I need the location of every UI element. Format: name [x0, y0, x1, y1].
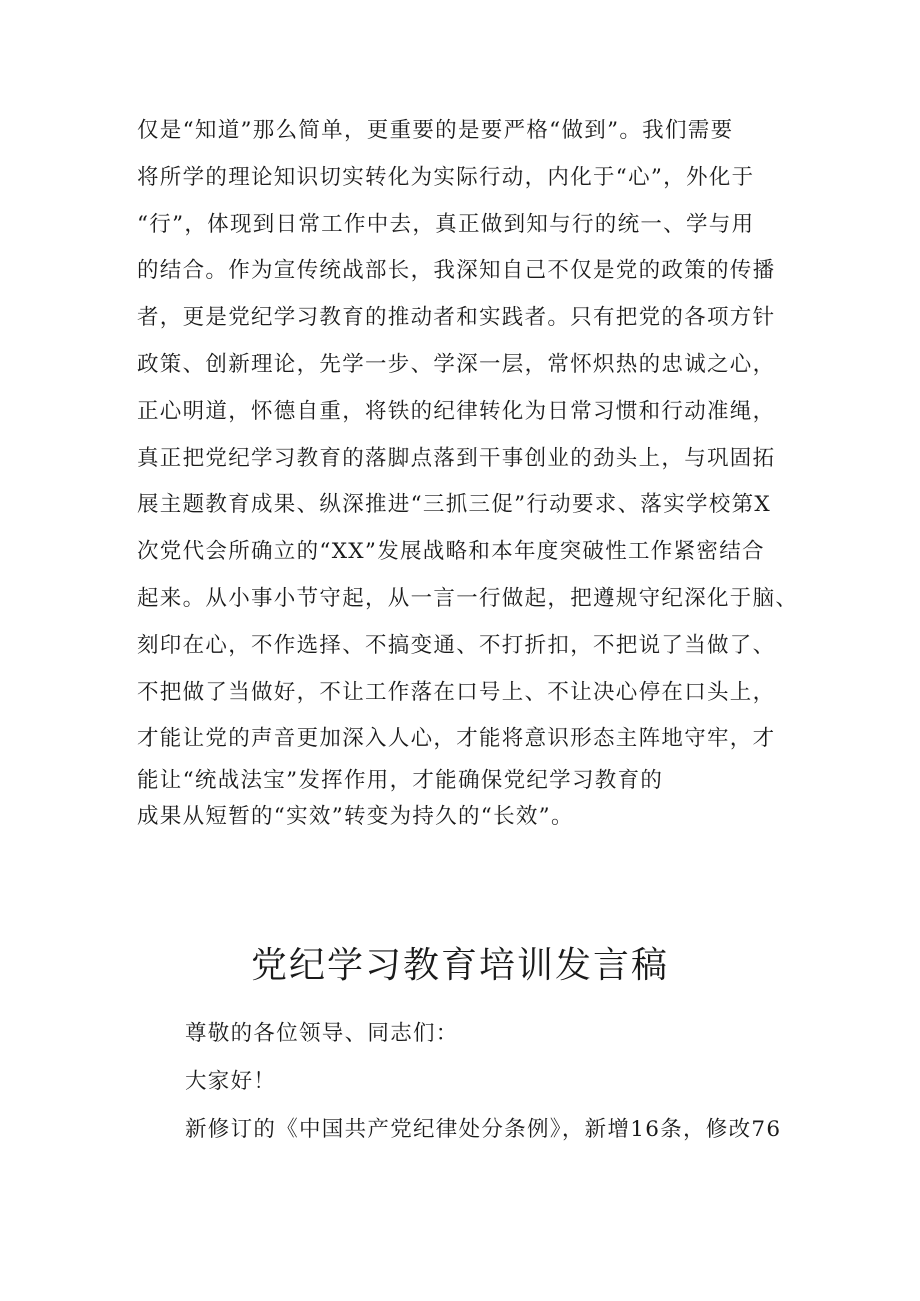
- paragraph-line: 政策、创新理论，先学一步、学深一层，常怀炽热的忠诚之心，: [137, 351, 776, 377]
- paragraph-line: 才能让党的声音更加深入人心，才能将意识形态主阵地守牢，才: [137, 726, 776, 752]
- paragraph-line: 展主题教育成果、纵深推进“三抓三促”行动要求、落实学校第X: [137, 492, 771, 518]
- salutation: 尊敬的各位领导、同志们：: [185, 1021, 459, 1046]
- paragraph-line: 不把做了当做好，不让工作落在口号上、不让决心停在口头上，: [137, 679, 776, 705]
- paragraph-line: 能让“统战法宝”发挥作用，才能确保党纪学习教育的: [137, 768, 664, 794]
- paragraph-line: 将所学的理论知识切实转化为实际行动，内化于“心”，外化于: [137, 164, 755, 190]
- paragraph-line: 成果从短暂的“实效”转变为持久的“长效”。: [137, 804, 574, 830]
- speech-section: [185, 1010, 825, 1154]
- paragraph-line: 仅是“知道”那么简单，更重要的是要严格“做到”。我们需要: [137, 118, 734, 143]
- paragraph-line: 起来。从小事小节守起，从一言一行做起，把遵规守纪深化于脑、: [137, 585, 799, 611]
- body-paragraph: [137, 108, 817, 835]
- paragraph-line: 真正把党纪学习教育的落脚点落到干事创业的劲头上，与巩固拓: [137, 445, 776, 471]
- paragraph-line: 次党代会所确立的“XX”发展战略和本年度突破性工作紧密结合: [137, 539, 765, 565]
- greeting: 大家好！: [185, 1069, 277, 1094]
- document-title: 党纪学习教育培训发言稿: [250, 945, 669, 987]
- paragraph-line: 的结合。作为宣传统战部长，我深知自己不仅是党的政策的传播: [137, 258, 776, 284]
- paragraph-line: “行”，体现到日常工作中去，真正做到知与行的统一、学与用: [137, 211, 755, 237]
- paragraph-line: 正心明道，怀德自重，将铁的纪律转化为日常习惯和行动准绳，: [137, 398, 776, 424]
- paragraph-line: 者，更是党纪学习教育的推动者和实践者。只有把党的各项方针: [137, 305, 776, 331]
- paragraph-line: 刻印在心，不作选择、不搞变通、不打折扣，不把说了当做了、: [137, 632, 776, 658]
- speech-first-line: 新修订的《中国共产党纪律处分条例》，新增16条，修改76: [185, 1117, 782, 1142]
